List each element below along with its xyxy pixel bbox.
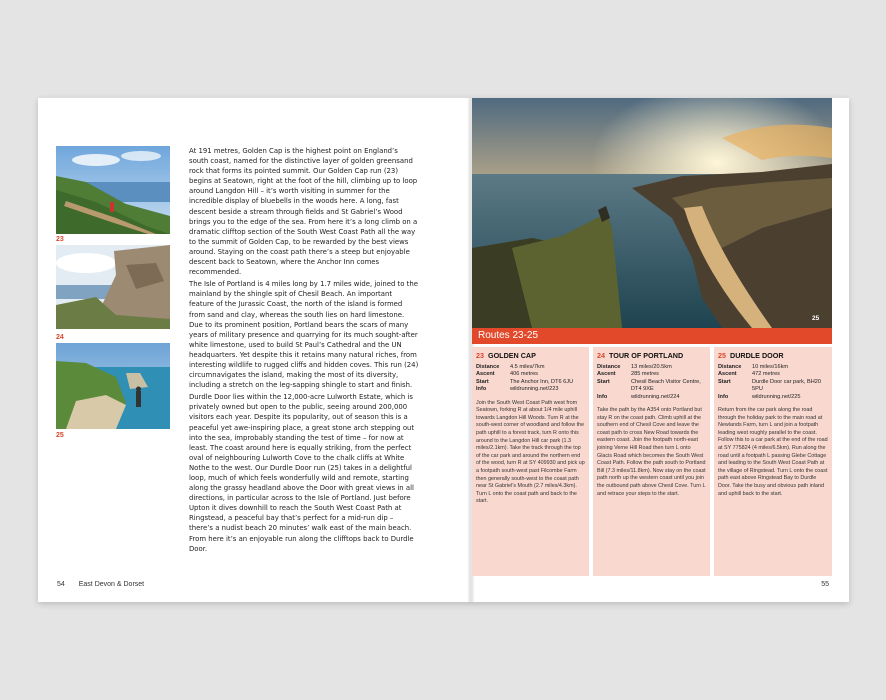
meta-key: Start [597, 378, 610, 385]
page-number: 54 [57, 581, 65, 588]
photo-caption: 23 [56, 236, 64, 243]
route-panel-golden-cap [472, 347, 589, 576]
meta-key: Info [597, 393, 608, 400]
meta-value: wildrunning.net/224 [631, 393, 680, 400]
route-name: GOLDEN CAP [488, 351, 536, 360]
page-number: 55 [821, 581, 829, 588]
paragraph-durdle-door: Durdle Door lies within the 12,000-acre Lulworth Estate, which is privately owned but open to the public, seeing around 200,000 visitors each year. Despite its popularity, out of season this is a peaceful yet awe-inspiring place, a great stone arch stepping out into the sea, improbably standing the test of time – for now at least. The coast around here is equally striking, from the perfect oval of neighbouring Lulworth Cove to the chalk cliffs at White Nothe to the west. Our Durdle Door run (25) takes in a delightful loop, much of which feels wonderfully wild and remote, starting along the grassy headland above the Door with great views in all directions, in particular across to the Isle of Portland. Just before Upton it dives downhill to reach the South West Coast Path at Ringstead, a peaceful bay that’s perfect for a mid-run dip – there’s a nudist beach 20 minutes’ walk east of the main beach. From here it’s an enjoyable run along the clifftops back to Durdle Door. [189, 393, 415, 553]
hero-caption: 25 [812, 315, 820, 322]
route-description: Take the path by the A354 onto Portland but stay R on the coast path. Climb uphill at the southern end of Chesil Cove and leave the coast path to cross New Road towards the eastern coast. Join the footpath north-east joining Verne Hill Road then turn L onto Glacis Road which becomes the South West Coast Path. Follow the path south to Portland Bill (7.3 miles/11.8km). Now stay on the coast path north up the western coast until you join the outbound path above Chesil Cove. Turn L and retrace your steps to the start. [597, 407, 706, 497]
book-spread [38, 98, 849, 602]
meta-key: Distance [718, 364, 742, 370]
route-panel-tour-of-portland [593, 347, 710, 576]
meta-value: Durdle Door car park, BH20 5PU [752, 378, 822, 393]
section-title: East Devon & Dorset [78, 581, 145, 588]
route-name: DURDLE DOOR [730, 351, 784, 360]
meta-value: 406 metres [510, 371, 538, 378]
photo-golden-cap [56, 146, 170, 234]
photo-portland [56, 245, 170, 329]
meta-key: Ascent [476, 371, 495, 378]
route-number: 24 [597, 351, 605, 360]
route-title [597, 351, 706, 360]
meta-value: 472 metres [752, 371, 780, 378]
route-panel-durdle-door [714, 347, 832, 576]
photo-durdle-door [56, 343, 170, 429]
route-meta [718, 364, 828, 401]
meta-key: Start [718, 378, 731, 385]
meta-value: 10 miles/16km [752, 364, 789, 370]
meta-value: 4.5 miles/7km [510, 364, 545, 370]
route-title [476, 351, 585, 360]
route-meta [597, 364, 706, 401]
meta-key: Info [718, 393, 729, 400]
route-description: Join the South West Coast Path west from Seatown, forking R at about 1/4 mile uphill towards Langdon Hill Woods. Turn R at the south-west corner of woodland and follow the path uphill to a forest track, turn R onto this around to the Langdon Hill car park (1.3 miles/2.1km). Take the track through the top of the car park and around the northern end of the wood, turn R at SY 409930 and pick up a footpath south-west past Filcombe Farm then generally south-west to the coast path near St Gabriel’s Mouth (2.7 miles/4.3km). Turn L onto the coast path and back to the start. [476, 399, 585, 505]
meta-key: Ascent [597, 371, 616, 378]
photo-caption: 24 [56, 334, 64, 341]
hero-photo [472, 98, 832, 328]
meta-value: 13 miles/20.5km [631, 364, 672, 370]
route-description: Return from the car park along the road through the holiday park to the main road at Newlands Farm, turn L and join a footpath leading west roughly parallel to the coast. Follow this to a car park at the end of the road at SY 775824 (4 miles/6.5km). Run along the road until a footpath L passing Glebe Cottage and leading to the South West Coast Path at the village of Ringstead. Turn L onto the coast path east above Ringstead Bay to Durdle Door. Take the busy and obvious path inland and uphill back to the start. [718, 407, 828, 497]
meta-value: The Anchor Inn, DT6 6JU [510, 378, 574, 385]
meta-value: wildrunning.net/225 [752, 393, 801, 400]
paragraph-portland: The Isle of Portland is 4 miles long by 1.7 miles wide, joined to the mainland by the shingle spit of Chesil Beach. An important feature of the Jurassic Coast, the north of the island is formed from sand and clay, whereas the south lies on hard limestone. Due to its prominent position, Portland bears the scars of many years of military presence and quarrying for its much sought-after white limestone, used to build St Paul’s Cathedral and the UN headquarters. Yet despite this it retains many natural riches, from interesting wildlife to rugged cliffs and hidden coves. This run (24) circumnavigates the island, making the most of its diversity, including a stretch on the leg-sapping shingle to start and finish. [189, 280, 419, 390]
routes-heading: Routes 23-25 [472, 328, 832, 344]
meta-key: Distance [597, 364, 621, 370]
left-folio [57, 581, 144, 588]
route-title [718, 351, 828, 360]
route-number: 23 [476, 351, 484, 360]
meta-value: 285 metres [631, 371, 659, 378]
meta-key: Info [476, 386, 487, 393]
meta-key: Ascent [718, 371, 737, 378]
meta-key: Distance [476, 364, 500, 370]
route-meta [476, 364, 585, 394]
route-name: TOUR OF PORTLAND [609, 351, 684, 360]
body-text [189, 146, 419, 556]
meta-value: wildrunning.net/223 [510, 386, 559, 393]
paragraph-golden-cap: At 191 metres, Golden Cap is the highest point on England’s south coast, named for the distinctive layer of golden greensand rock that forms its pointed summit. Our Golden Cap run (23) begins at Seatown, right at the foot of the hill, climbing up to loop around Langdon Hill – it’s worth visiting in summer for the incredible display of bluebells in the woods here. A long, fast descent beside a stream through fields and St Gabriel’s Wood brings you to the edge of the sea. From here it’s a long climb on a dramatic clifftop section of the South West Coast Path all the way to the summit of Golden Cap, to be rewarded by the best views around. Staying on the coast path there’s a steep but enjoyable descent back to Seatown, where the Anchor Inn comes recommended. [189, 147, 418, 277]
meta-key: Start [476, 378, 489, 385]
photo-caption: 25 [56, 432, 64, 439]
route-number: 25 [718, 351, 726, 360]
meta-value: Chesil Beach Visitor Centre, DT4 9XE [631, 378, 701, 393]
